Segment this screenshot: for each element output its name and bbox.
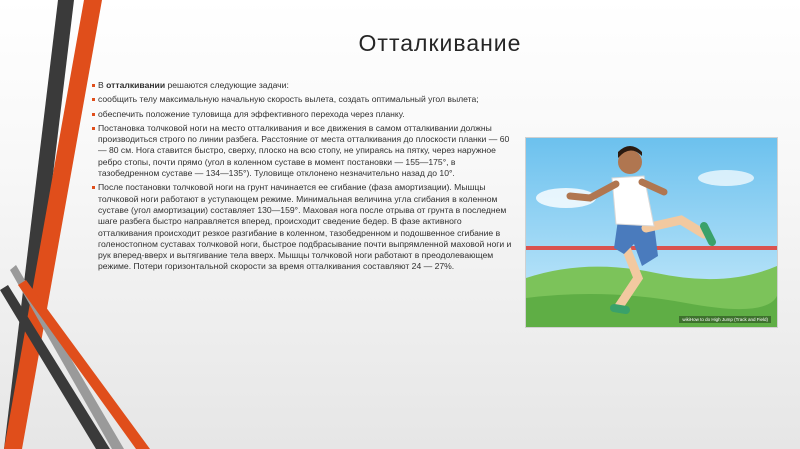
high-jump-illustration [525,137,778,328]
image-watermark: wikiHow to do High Jump (Track and Field) [679,316,771,323]
bullet-text-bold: отталкивании [106,80,166,90]
list-item [92,80,512,91]
bullet-text-post: решаются следующие задачи: [165,80,289,90]
bullet-text-pre: В [98,80,107,90]
jumper-drawing [526,138,777,327]
slide-title: Отталкивание [358,30,522,56]
list-item: обеспечить положение туловища для эффективного перехода через планку. [92,109,512,120]
bullet-list [92,80,512,273]
slide-content [92,80,512,276]
list-item: После постановки толчковой ноги на грунт начинается ее сгибание (фаза амортизации). Мышцы толчковой ноги работают в уступающем режиме. Минимальная величина угла сгибания в коленном суставе (угол амортизации) составляет 130—159°. Маховая нога после отрыва от грунта в последнем шаге разбега быстро направляется вперед, происходит сведение бедер. В фазе активного отталкивания происходит резкое разгибание в коленном, тазобедренном и подошвенное сгибание в голеностопном суставах толчковой ноги, быстрое подбрасывание почти выпрямленной маховой ноги и рук вперед-вверх и вытягивание тела вверх. Мышцы толчковой ноги работают в преодолевающем режиме. Потери горизонтальной скорости за время отталкивания составляют 24 — 27%. [92,182,512,272]
cloud [698,170,754,186]
list-item: Постановка толчковой ноги на место отталкивания и все движения в самом отталкивании должны производиться строго по линии разбега. Расстояние от места отталкивания до плоскости планки — 60 — 80 см. Нога ставится быстро, сверху, плоско на всю стопу, не упираясь на пятку, через наружное ребро стопы, почти прямо (угол в коленном суставе в момент постановки — 155—175°, в тазобедренном суставе — 134—135°). Туловище отклонено незначительно назад до 10°. [92,123,512,179]
list-item: сообщить телу максимальную начальную скорость вылета, создать оптимальный угол вылета; [92,94,512,105]
